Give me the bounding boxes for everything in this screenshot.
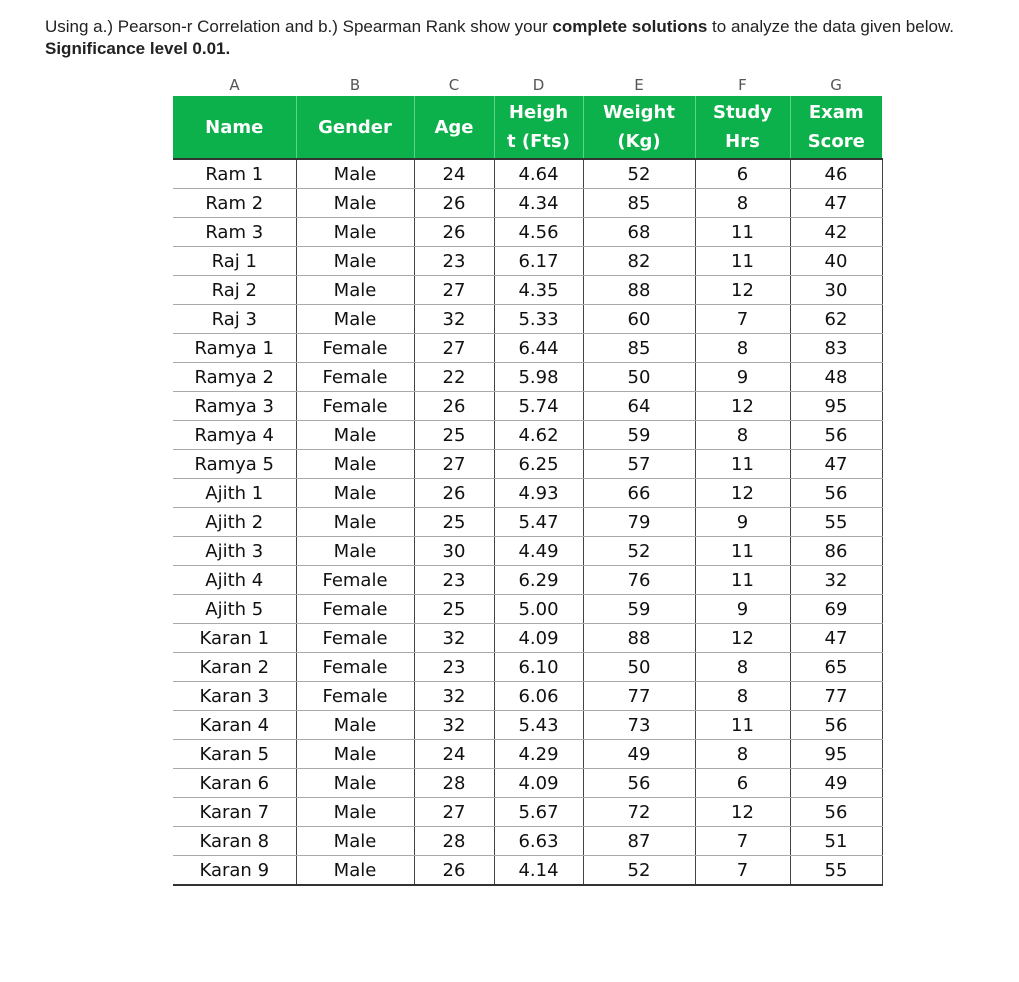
column-letter: A	[173, 74, 296, 96]
cell-age: 32	[414, 305, 494, 334]
column-letter: G	[790, 74, 882, 96]
cell-weight: 68	[583, 218, 695, 247]
cell-name: Ramya 3	[173, 392, 296, 421]
cell-gender: Male	[296, 450, 414, 479]
cell-exam-score: 46	[790, 159, 882, 189]
cell-weight: 76	[583, 566, 695, 595]
cell-exam-score: 55	[790, 856, 882, 886]
table-row	[173, 624, 882, 653]
cell-gender: Male	[296, 421, 414, 450]
table-row	[173, 363, 882, 392]
cell-study-hrs: 12	[695, 624, 790, 653]
cell-name: Ramya 2	[173, 363, 296, 392]
table-row	[173, 856, 882, 886]
cell-name: Ram 3	[173, 218, 296, 247]
cell-study-hrs: 9	[695, 363, 790, 392]
cell-height: 6.17	[494, 247, 583, 276]
cell-name: Karan 6	[173, 769, 296, 798]
cell-exam-score: 56	[790, 421, 882, 450]
cell-age: 30	[414, 537, 494, 566]
cell-study-hrs: 11	[695, 450, 790, 479]
cell-weight: 85	[583, 334, 695, 363]
prompt-bold-significance: Significance level 0.01.	[45, 39, 231, 58]
cell-gender: Female	[296, 595, 414, 624]
cell-age: 27	[414, 450, 494, 479]
table-row	[173, 392, 882, 421]
cell-study-hrs: 12	[695, 798, 790, 827]
cell-age: 24	[414, 740, 494, 769]
cell-name: Karan 3	[173, 682, 296, 711]
cell-weight: 50	[583, 653, 695, 682]
table-row	[173, 711, 882, 740]
header-exam-line2: Score	[807, 131, 865, 152]
cell-study-hrs: 12	[695, 276, 790, 305]
cell-gender: Female	[296, 653, 414, 682]
cell-gender: Male	[296, 479, 414, 508]
cell-study-hrs: 8	[695, 189, 790, 218]
cell-name: Raj 1	[173, 247, 296, 276]
cell-weight: 52	[583, 159, 695, 189]
cell-name: Karan 4	[173, 711, 296, 740]
header-study-hrs	[695, 96, 790, 159]
cell-name: Raj 2	[173, 276, 296, 305]
cell-age: 23	[414, 247, 494, 276]
table-row	[173, 334, 882, 363]
cell-gender: Female	[296, 566, 414, 595]
cell-exam-score: 56	[790, 711, 882, 740]
cell-age: 28	[414, 769, 494, 798]
cell-study-hrs: 8	[695, 682, 790, 711]
cell-height: 4.62	[494, 421, 583, 450]
cell-weight: 59	[583, 595, 695, 624]
cell-exam-score: 48	[790, 363, 882, 392]
cell-weight: 85	[583, 189, 695, 218]
column-letter: B	[296, 74, 414, 96]
cell-age: 32	[414, 711, 494, 740]
cell-weight: 66	[583, 479, 695, 508]
cell-study-hrs: 11	[695, 247, 790, 276]
cell-height: 5.43	[494, 711, 583, 740]
header-height-line1: Heigh	[508, 102, 569, 123]
prompt-text: Using a.) Pearson-r Correlation and b.) Spearman Rank show your	[45, 17, 553, 36]
table-row	[173, 566, 882, 595]
cell-name: Ajith 5	[173, 595, 296, 624]
header-gender: Gender	[296, 96, 414, 159]
cell-height: 4.29	[494, 740, 583, 769]
cell-name: Ramya 1	[173, 334, 296, 363]
cell-name: Ram 2	[173, 189, 296, 218]
cell-height: 4.09	[494, 769, 583, 798]
cell-height: 5.33	[494, 305, 583, 334]
cell-study-hrs: 12	[695, 479, 790, 508]
question-prompt	[45, 16, 1005, 60]
cell-exam-score: 65	[790, 653, 882, 682]
cell-gender: Male	[296, 711, 414, 740]
cell-exam-score: 40	[790, 247, 882, 276]
cell-exam-score: 95	[790, 392, 882, 421]
cell-weight: 82	[583, 247, 695, 276]
cell-gender: Female	[296, 624, 414, 653]
table-row	[173, 798, 882, 827]
cell-study-hrs: 6	[695, 159, 790, 189]
cell-age: 22	[414, 363, 494, 392]
cell-height: 6.63	[494, 827, 583, 856]
cell-age: 26	[414, 856, 494, 886]
cell-weight: 87	[583, 827, 695, 856]
column-letter: D	[494, 74, 583, 96]
cell-height: 5.98	[494, 363, 583, 392]
table-row	[173, 537, 882, 566]
cell-height: 4.49	[494, 537, 583, 566]
cell-exam-score: 62	[790, 305, 882, 334]
cell-exam-score: 55	[790, 508, 882, 537]
table-row	[173, 827, 882, 856]
cell-gender: Female	[296, 363, 414, 392]
table-row	[173, 508, 882, 537]
table-row	[173, 479, 882, 508]
header-row	[173, 96, 882, 159]
cell-age: 25	[414, 421, 494, 450]
cell-weight: 57	[583, 450, 695, 479]
cell-exam-score: 32	[790, 566, 882, 595]
table-row	[173, 595, 882, 624]
cell-weight: 49	[583, 740, 695, 769]
header-age: Age	[414, 96, 494, 159]
cell-study-hrs: 11	[695, 537, 790, 566]
prompt-bold-complete-solutions: complete solutions	[552, 17, 708, 36]
cell-gender: Female	[296, 334, 414, 363]
cell-name: Ramya 5	[173, 450, 296, 479]
cell-height: 4.56	[494, 218, 583, 247]
cell-age: 32	[414, 682, 494, 711]
cell-exam-score: 47	[790, 189, 882, 218]
cell-age: 26	[414, 479, 494, 508]
cell-exam-score: 83	[790, 334, 882, 363]
cell-study-hrs: 8	[695, 740, 790, 769]
data-table-image	[173, 74, 883, 886]
cell-exam-score: 56	[790, 479, 882, 508]
cell-age: 27	[414, 798, 494, 827]
cell-gender: Male	[296, 769, 414, 798]
cell-study-hrs: 7	[695, 827, 790, 856]
table-row	[173, 159, 882, 189]
cell-age: 26	[414, 218, 494, 247]
cell-age: 25	[414, 595, 494, 624]
cell-study-hrs: 7	[695, 305, 790, 334]
cell-study-hrs: 11	[695, 711, 790, 740]
cell-study-hrs: 11	[695, 566, 790, 595]
cell-age: 23	[414, 653, 494, 682]
cell-height: 6.10	[494, 653, 583, 682]
prompt-text-continued: to analyze the data given below.	[707, 17, 955, 36]
cell-exam-score: 56	[790, 798, 882, 827]
cell-gender: Male	[296, 537, 414, 566]
header-height-line2: t (Fts)	[507, 131, 570, 152]
cell-gender: Male	[296, 740, 414, 769]
cell-weight: 52	[583, 856, 695, 886]
cell-study-hrs: 8	[695, 334, 790, 363]
cell-height: 6.06	[494, 682, 583, 711]
cell-gender: Male	[296, 218, 414, 247]
cell-weight: 72	[583, 798, 695, 827]
cell-study-hrs: 6	[695, 769, 790, 798]
column-letter: F	[695, 74, 790, 96]
cell-name: Ram 1	[173, 159, 296, 189]
cell-height: 5.00	[494, 595, 583, 624]
cell-height: 4.34	[494, 189, 583, 218]
cell-exam-score: 86	[790, 537, 882, 566]
cell-gender: Male	[296, 247, 414, 276]
cell-name: Ajith 3	[173, 537, 296, 566]
cell-height: 4.09	[494, 624, 583, 653]
header-weight	[583, 96, 695, 159]
cell-gender: Male	[296, 856, 414, 886]
cell-study-hrs: 8	[695, 421, 790, 450]
header-weight-line1: Weight	[603, 102, 675, 123]
table-row	[173, 740, 882, 769]
cell-gender: Female	[296, 682, 414, 711]
table-row	[173, 769, 882, 798]
cell-age: 26	[414, 189, 494, 218]
cell-height: 6.25	[494, 450, 583, 479]
cell-exam-score: 30	[790, 276, 882, 305]
cell-study-hrs: 9	[695, 595, 790, 624]
data-table	[173, 74, 883, 886]
cell-age: 28	[414, 827, 494, 856]
cell-name: Ajith 1	[173, 479, 296, 508]
header-exam-line1: Exam	[808, 102, 864, 123]
cell-height: 4.14	[494, 856, 583, 886]
cell-height: 6.44	[494, 334, 583, 363]
cell-weight: 77	[583, 682, 695, 711]
cell-exam-score: 51	[790, 827, 882, 856]
cell-height: 5.47	[494, 508, 583, 537]
column-letter: E	[583, 74, 695, 96]
table-row	[173, 653, 882, 682]
column-letter-row	[173, 74, 882, 96]
cell-height: 4.93	[494, 479, 583, 508]
cell-exam-score: 49	[790, 769, 882, 798]
cell-name: Raj 3	[173, 305, 296, 334]
cell-height: 5.67	[494, 798, 583, 827]
table-row	[173, 247, 882, 276]
cell-height: 4.35	[494, 276, 583, 305]
cell-weight: 73	[583, 711, 695, 740]
cell-weight: 79	[583, 508, 695, 537]
cell-name: Ajith 4	[173, 566, 296, 595]
cell-study-hrs: 7	[695, 856, 790, 886]
header-weight-line2: (Kg)	[617, 131, 661, 152]
cell-exam-score: 69	[790, 595, 882, 624]
table-row	[173, 189, 882, 218]
cell-name: Karan 9	[173, 856, 296, 886]
header-height	[494, 96, 583, 159]
cell-study-hrs: 8	[695, 653, 790, 682]
column-letter: C	[414, 74, 494, 96]
cell-exam-score: 47	[790, 450, 882, 479]
cell-study-hrs: 9	[695, 508, 790, 537]
table-row	[173, 305, 882, 334]
cell-name: Karan 7	[173, 798, 296, 827]
table-row	[173, 218, 882, 247]
cell-exam-score: 42	[790, 218, 882, 247]
cell-weight: 60	[583, 305, 695, 334]
cell-name: Karan 2	[173, 653, 296, 682]
table-row	[173, 276, 882, 305]
cell-age: 26	[414, 392, 494, 421]
header-name: Name	[173, 96, 296, 159]
cell-weight: 59	[583, 421, 695, 450]
header-study-line1: Study	[712, 102, 772, 123]
cell-age: 27	[414, 276, 494, 305]
cell-age: 25	[414, 508, 494, 537]
cell-study-hrs: 11	[695, 218, 790, 247]
cell-weight: 64	[583, 392, 695, 421]
cell-name: Karan 5	[173, 740, 296, 769]
cell-name: Ajith 2	[173, 508, 296, 537]
table-row	[173, 682, 882, 711]
header-exam-score	[790, 96, 882, 159]
cell-age: 23	[414, 566, 494, 595]
table-row	[173, 450, 882, 479]
cell-age: 32	[414, 624, 494, 653]
cell-weight: 56	[583, 769, 695, 798]
cell-weight: 88	[583, 276, 695, 305]
cell-gender: Male	[296, 305, 414, 334]
cell-gender: Male	[296, 827, 414, 856]
table-row	[173, 421, 882, 450]
cell-gender: Male	[296, 508, 414, 537]
cell-gender: Male	[296, 276, 414, 305]
cell-gender: Male	[296, 189, 414, 218]
cell-age: 24	[414, 159, 494, 189]
cell-name: Karan 8	[173, 827, 296, 856]
cell-name: Ramya 4	[173, 421, 296, 450]
cell-height: 4.64	[494, 159, 583, 189]
cell-study-hrs: 12	[695, 392, 790, 421]
header-study-line2: Hrs	[725, 131, 760, 152]
cell-gender: Male	[296, 159, 414, 189]
cell-exam-score: 95	[790, 740, 882, 769]
cell-exam-score: 77	[790, 682, 882, 711]
cell-name: Karan 1	[173, 624, 296, 653]
cell-age: 27	[414, 334, 494, 363]
cell-weight: 52	[583, 537, 695, 566]
cell-gender: Female	[296, 392, 414, 421]
cell-height: 6.29	[494, 566, 583, 595]
cell-weight: 50	[583, 363, 695, 392]
cell-height: 5.74	[494, 392, 583, 421]
cell-exam-score: 47	[790, 624, 882, 653]
cell-weight: 88	[583, 624, 695, 653]
cell-gender: Male	[296, 798, 414, 827]
